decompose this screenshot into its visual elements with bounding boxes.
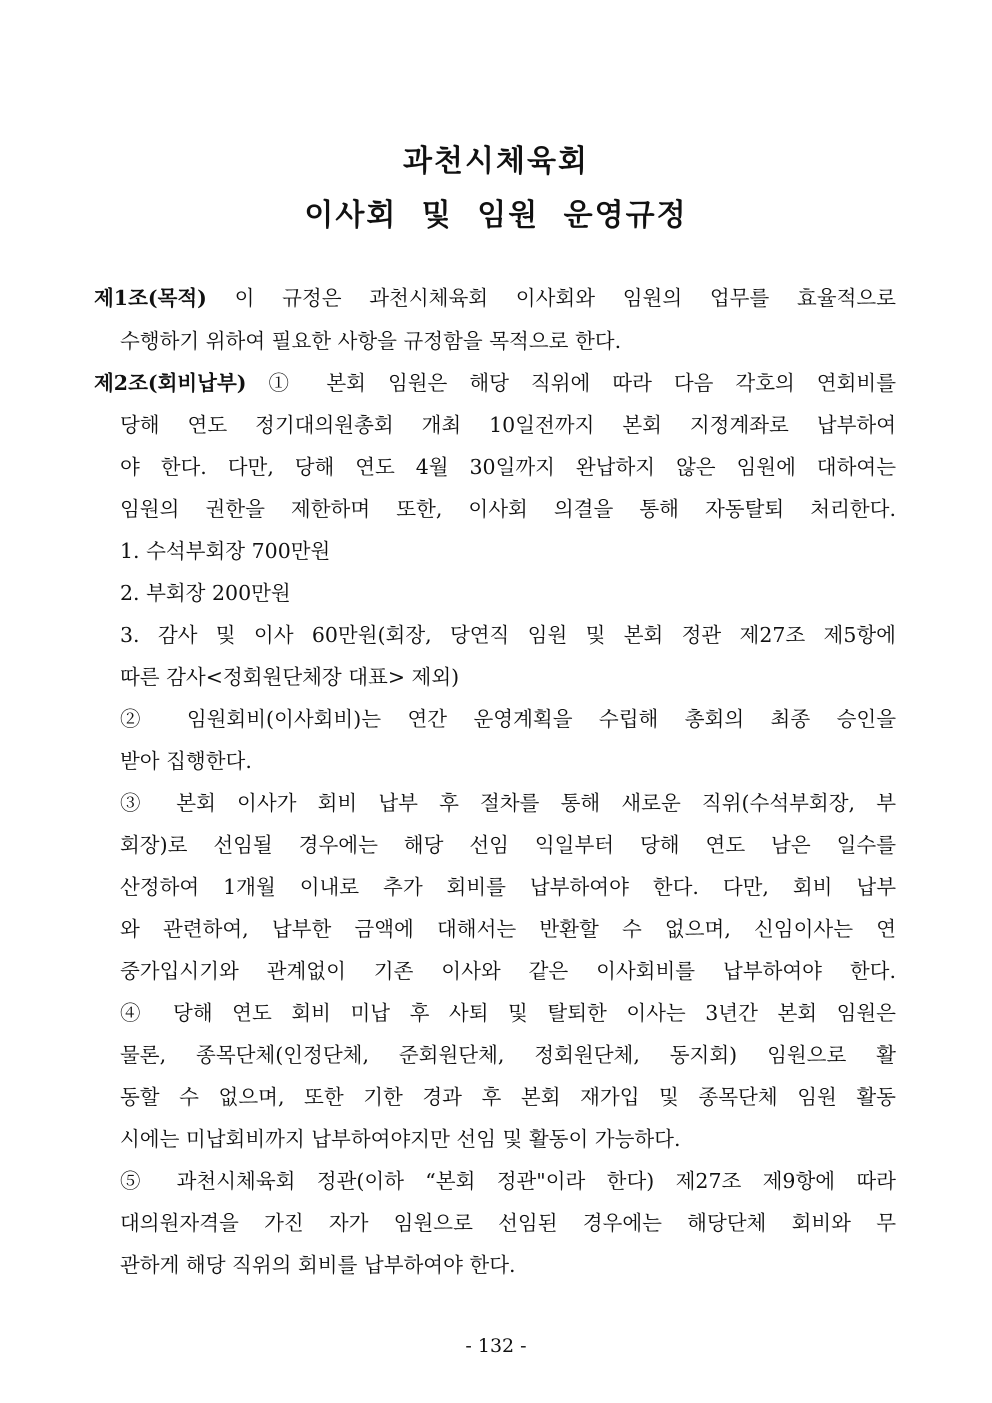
paragraph-5: ⑤ 과천시체육회 정관(이하 “본회 정관"이라 한다) 제27조 제9항에 따라 bbox=[120, 1169, 896, 1193]
paragraph-4-cont: 동할 수 없으며, 또한 기한 경과 후 본회 재가입 및 종목단체 임원 활동 bbox=[120, 1085, 896, 1109]
paragraph-2: ② 임원회비(이사회비)는 연간 운영계획을 수립해 총회의 최종 승인을 bbox=[120, 707, 896, 731]
document-subtitle: 이사회 및 임원 운영규정 bbox=[304, 198, 688, 233]
list-item-2: 2. 부회장 200만원 bbox=[120, 581, 291, 605]
paragraph-5-cont: 관하게 해당 직위의 회비를 납부하여야 한다. bbox=[120, 1253, 516, 1277]
list-item-3-cont: 따른 감사<정회원단체장 대표> 제외) bbox=[120, 665, 460, 689]
article-2-line-1 bbox=[94, 367, 896, 399]
paragraph-3: ③ 본회 이사가 회비 납부 후 절차를 통해 새로운 직위(수석부회장, 부 bbox=[120, 791, 896, 815]
article-2-line: 당해 연도 정기대의원총회 개최 10일전까지 본회 지정계좌로 납부하여 bbox=[120, 413, 896, 437]
article-2-title: 제2조(회비납부) bbox=[94, 371, 247, 395]
paragraph-5-cont: 대의원자격을 가진 자가 임원으로 선임된 경우에는 해당단체 회비와 무 bbox=[120, 1211, 896, 1235]
paragraph-3-cont: 산정하여 1개월 이내로 추가 회비를 납부하여야 한다. 다만, 회비 납부 bbox=[120, 875, 896, 899]
paragraph-2-cont: 받아 집행한다. bbox=[120, 749, 252, 773]
paragraph-3-cont: 중가입시기와 관계없이 기존 이사와 같은 이사회비를 납부하여야 한다. bbox=[120, 959, 896, 983]
page-number: - 132 - bbox=[465, 1335, 527, 1357]
paragraph-4-cont: 물론, 종목단체(인정단체, 준회원단체, 정회원단체, 동지회) 임원으로 활 bbox=[120, 1043, 896, 1067]
paragraph-4-cont: 시에는 미납회비까지 납부하여야지만 선임 및 활동이 가능하다. bbox=[120, 1127, 681, 1151]
article-1-line-2: 수행하기 위하여 필요한 사항을 규정함을 목적으로 한다. bbox=[120, 329, 622, 353]
paragraph-4: ④ 당해 연도 회비 미납 후 사퇴 및 탈퇴한 이사는 3년간 본회 임원은 bbox=[120, 1001, 896, 1025]
paragraph-3-cont: 회장)로 선임될 경우에는 해당 선임 익일부터 당해 연도 남은 일수를 bbox=[120, 833, 896, 857]
document-title: 과천시체육회 bbox=[403, 144, 589, 179]
article-1-text: 이 규정은 과천시체육회 이사회와 임원의 업무를 효율적으로 bbox=[206, 286, 896, 310]
article-1-line-1 bbox=[94, 282, 896, 314]
article-2-line: 야 한다. 다만, 당해 연도 4월 30일까지 완납하지 않은 임원에 대하여는 bbox=[120, 455, 896, 479]
article-1-title: 제1조(목적) bbox=[94, 286, 207, 310]
article-2-line: 임원의 권한을 제한하며 또한, 이사회 의결을 통해 자동탈퇴 처리한다. bbox=[120, 497, 896, 521]
list-item-1: 1. 수석부회장 700만원 bbox=[120, 539, 331, 563]
article-2-text: ① 본회 임원은 해당 직위에 따라 다음 각호의 연회비를 bbox=[246, 371, 896, 395]
list-item-3: 3. 감사 및 이사 60만원(회장, 당연직 임원 및 본회 정관 제27조 제5항에 bbox=[120, 623, 896, 647]
paragraph-3-cont: 와 관련하여, 납부한 금액에 대해서는 반환할 수 없으며, 신임이사는 연 bbox=[120, 917, 896, 941]
